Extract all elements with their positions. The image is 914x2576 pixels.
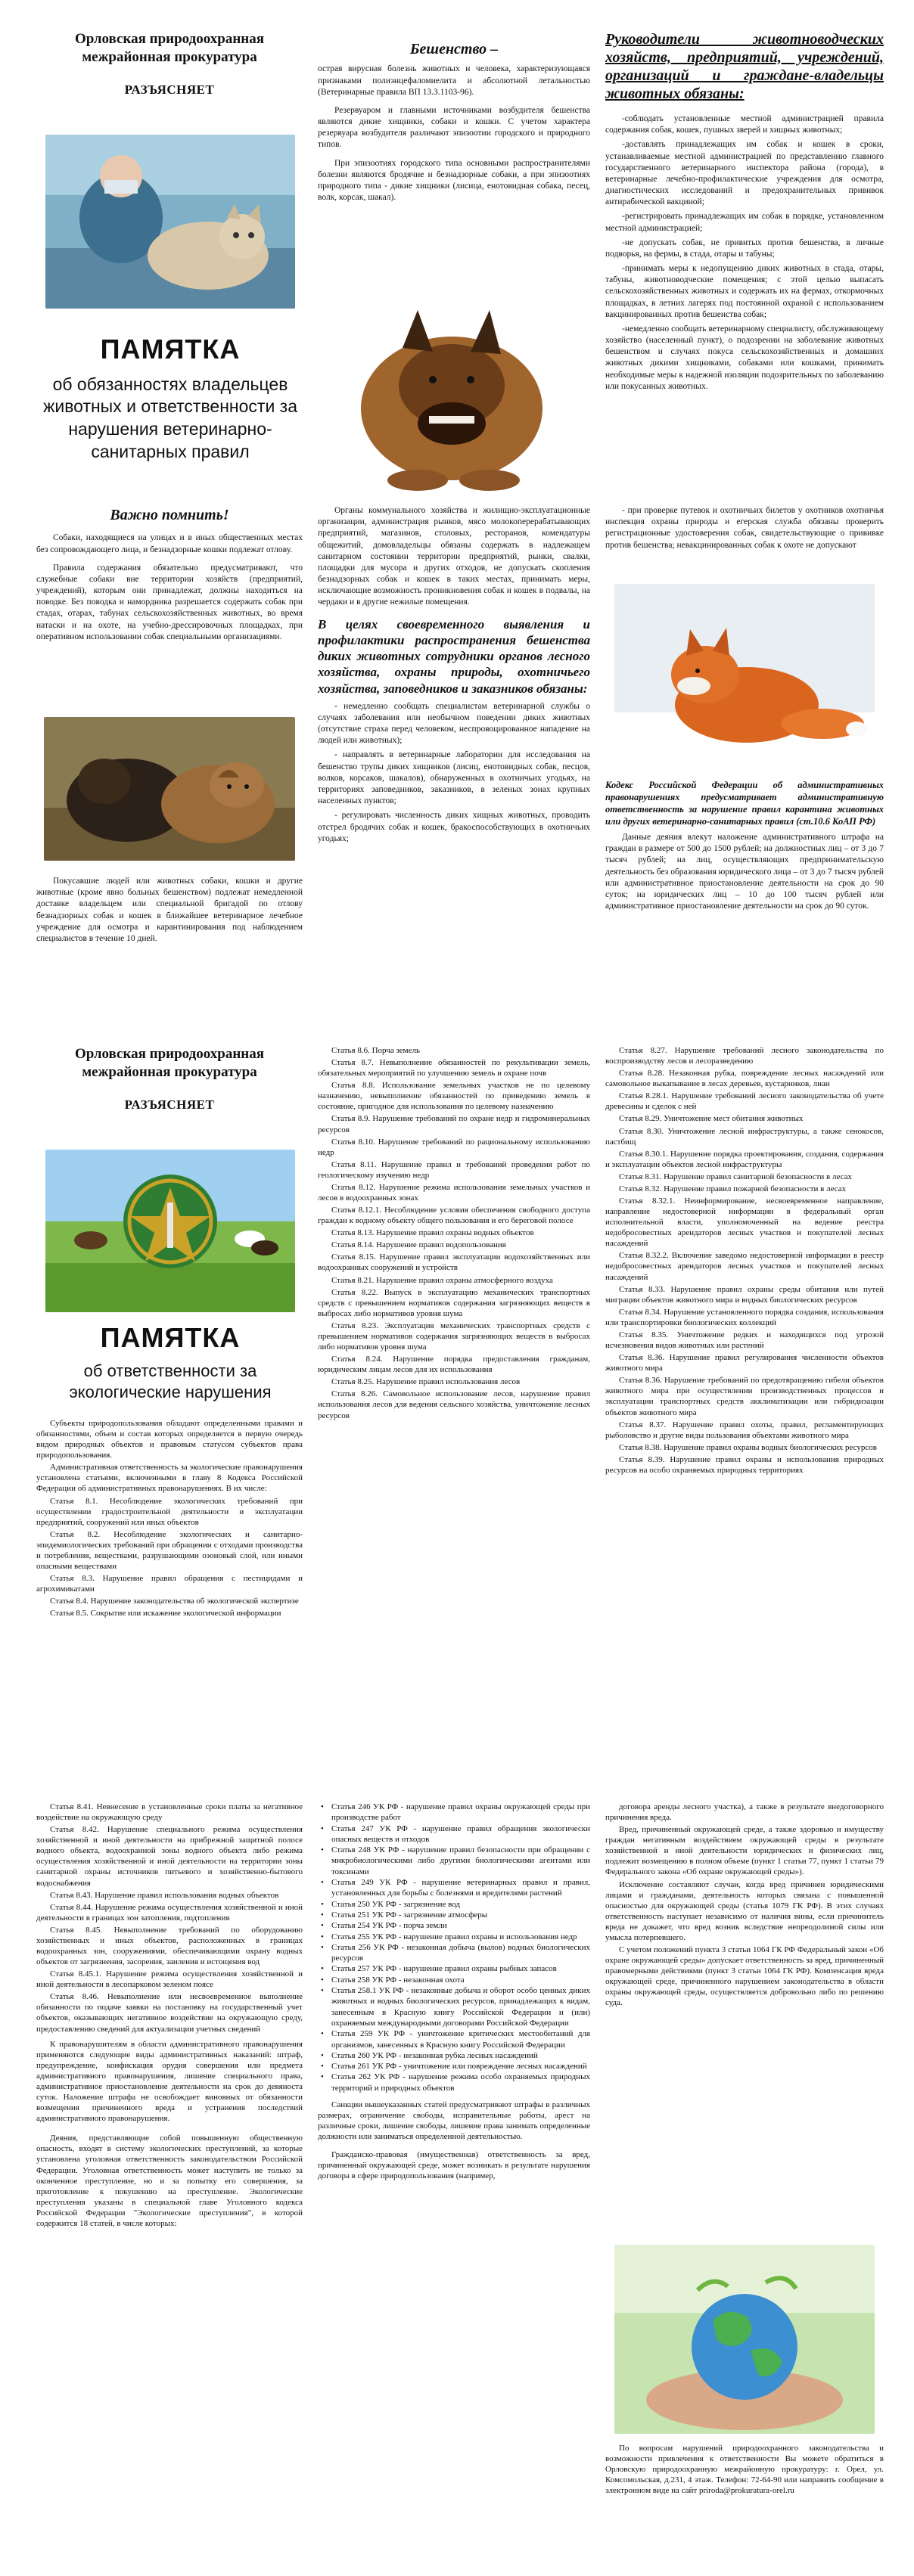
memo-title-2: ПАМЯТКА xyxy=(100,1322,241,1353)
orgs-paragraph: Органы коммунального хозяйства и жилищно-эксплуатационные организации, администрация рынков, мясо молокоперерабатывающих предприятий, магазинов, столовых, ресторанов, комендатуры общежитий, домовладельцы обязаны содержать в надлежащем санитарном состоянии территории предприятий, рынки, свалки, площадки для мусора и других отходов, не допускать скопления безнадзорных собак и кошек в таких местах, принимать меры, исключающие возможность проникновения собак и кошек в подвалы, на чердаки и в другие нежилые помещения. xyxy=(318,506,590,607)
important-p2: Правила содержания обязательно предусматривают, что служебные собаки вне территории хозяйств (предприятий, учреждений), которым они принадлежат, должны находиться на поводке. Без поводка и намордника разрешается содержать собак при стадах, отарах, табунах сельскохозяйственных животных, во время натаски и на охоте, на учебно-дрессировочных площадках, при оперативном использовании собак специальными организациями. xyxy=(36,563,303,641)
important-heading: Важно помнить! xyxy=(110,507,229,523)
s2c3-p5: Статья 8.30.1. Нарушение порядка проектирования, создания, содержания и эксплуатации объектов лесной инфраструктуры xyxy=(605,1149,884,1169)
section2-col1 xyxy=(36,1418,303,1620)
s2c2-p3: Статья 8.9. Нарушение требований по охране недр и гидроминеральных ресурсов xyxy=(318,1114,590,1134)
snarling-dog-photo xyxy=(327,295,581,495)
field-with-cattle-and-prosecutor-emblem xyxy=(45,1150,295,1312)
org-name-2: Орловская природоохранная межрайонная прокуратура xyxy=(74,1046,265,1080)
s2c2-p8: Статья 8.13. Нарушение правил охраны водных объектов xyxy=(331,1228,534,1238)
hunt-block xyxy=(605,505,884,558)
s2c2-p12: Статья 8.22. Выпуск в эксплуатацию механических транспортных средств с превышением нормативов содержания загрязняющих веществ в выбросах либо нормативов уровня шума xyxy=(318,1287,590,1318)
s2c3-p14: Статья 8.36. Нарушение требований по предотвращению гибели объектов животного мира при осуществлении производственных процессов и эксплуатации транспортных средств акклиматизации или гибридизации объектов животного мира xyxy=(605,1376,884,1417)
prevention-item-1: - немедленно сообщать специалистам ветеринарной службы о случаях заболевания или необычном поведении диких животных (отсутствие страха перед человеком, неспровоцированное нападение на людей или животных); xyxy=(318,701,590,746)
uk-item: • Статья 259 УК РФ - уничтожение критических местообитаний для организмов, занесенных в Красную книгу Российской Федерации xyxy=(318,2028,590,2050)
uk-item: • Статья 260 УК РФ - незаконная рубка лесных насаждений xyxy=(318,2050,590,2061)
uk-item: • Статья 255 УК РФ - нарушение правил охраны и использования недр xyxy=(318,1932,590,1942)
section2-header xyxy=(36,1045,303,1113)
s3c1-p3: Статья 8.44. Нарушение режима осуществления хозяйственной и иной деятельности в границах зон затопления, подтопления xyxy=(36,1902,303,1923)
uk-item: • Статья 248 УК РФ - нарушение правил безопасности при обращении с микробиологическими либо другими биологическими агентами или токсинами xyxy=(318,1845,590,1877)
section3-col3 xyxy=(605,1802,884,2010)
koap-block xyxy=(605,779,884,919)
s3c1-p4: Статья 8.45. Невыполнение требований по оборудованию хозяйственных и иных объектов, расположенных в границах водоохранных зон, сооружениями, обеспечивающими охрану водных объектов от загрязнения, засорения, заиления и истощения вод xyxy=(36,1925,303,1967)
s2c2-p9: Статья 8.14. Нарушение правил водопользования xyxy=(331,1240,506,1250)
s2c3-p1: Статья 8.28. Незаконная рубка, повреждение лесных насаждений или самовольное выкапывание в лесах деревьев, кустарников, лиан xyxy=(605,1069,884,1089)
s2c2-p15: Статья 8.25. Нарушение правил использования лесов xyxy=(331,1377,521,1387)
s2c3-p7: Статья 8.32. Нарушение правил пожарной безопасности в лесах xyxy=(619,1184,847,1193)
hunt-paragraph: - при проверке путевок и охотничьих билетов у охотников охотничья инспекция охраны природы и егерская служба обязаны проверить регистрационные удостоверения собак, свидетельствующие о прививке против бешенства; невакцинированных собак к охоте не допускают xyxy=(605,506,884,550)
s2c2-p4: Статья 8.10. Нарушение требований по рациональному использованию недр xyxy=(318,1137,590,1157)
s2c1-p6: Статья 8.5. Сокрытие или искажение экологической информации xyxy=(50,1609,281,1619)
owners-item-5: -принимать меры к недопущению диких животных в стада, отары, табуны, животноводческие помещения; с этой целью выпасать сельскохозяйственных животных и содержать их на фермах, откормочных площадках, в летних лагерях под постоянной охраной с использованием вакцинированных против бешенства собак; xyxy=(605,264,884,319)
contact-paragraph: По вопросам нарушений природоохранного законодательства и возможности привлечения к ответственности Вы можете обратиться в Орловскую природоохранную межрайонную прокуратуру: г. Орел, ул. Комсомольская, д.231, 4 этаж. Телефон: 72-64-90 или направить сообщение в электронном виде на сайт prirodа@prokuratura-orel.ru xyxy=(605,2444,884,2496)
s3c3-p2: Исключение составляют случаи, когда вред причинен юридическими лицами и гражданами, деятельность которых связана с повышенной опасностью для окружающей среды (статья 1079 ГК РФ). В этих случаях ответственность наступает независимо от наличия вины, если причинитель вреда не докажет, что вред возник вследствие непреодолимой силы или умысла потерпевшего. xyxy=(605,1879,884,1942)
s2c3-p15: Статья 8.37. Нарушение правил охоты, правил, регламентирующих рыболовство и другие виды пользования объектами животного мира xyxy=(605,1420,884,1440)
red-fox-in-snow-photo xyxy=(614,584,875,769)
important-block xyxy=(36,505,303,650)
uk-item: • Статья 256 УК РФ - незаконная добыча (вылов) водных биологических ресурсов xyxy=(318,1942,590,1964)
s2c2-p7: Статья 8.12.1. Несоблюдение условия обеспечения свободного доступа граждан к водному объекту общего пользования и его береговой полосе xyxy=(318,1206,590,1226)
uk-item: • Статья 249 УК РФ - нарушение ветеринарных правил и правил, установленных для борьбы с болезнями и вредителями растений xyxy=(318,1877,590,1899)
s3c3-p3: С учетом положений пункта 3 статьи 1064 ГК РФ Федеральный закон «Об охране окружающей среды» допускает ответственность за вред, причиненный правомерными действиями (пункт 3 статьи 1064 ГК РФ). Компенсация вреда окружающей среде, причиненного нарушением законодательства в области охраны окружающей среды, осуществляется добровольно либо по решению суда. xyxy=(605,1945,884,2008)
owners-item-3: -регистрировать принадлежащих им собак в порядке, установленном местной администрацией; xyxy=(605,212,884,233)
memo-subtitle-2: об ответственности за экологические нарушения xyxy=(69,1361,272,1402)
s3c1-p5: Статья 8.45.1. Нарушение режима осуществления хозяйственной и иной деятельности в лесопарковом зеленом поясе xyxy=(36,1969,303,1990)
s2c2-p13: Статья 8.23. Эксплуатация механических транспортных средств с превышением нормативов содержания загрязняющих веществ в выбросах либо нормативов уровня шума xyxy=(318,1321,590,1352)
s2c3-p6: Статья 8.31. Нарушение правил санитарной безопасности в лесах xyxy=(619,1172,853,1181)
owners-heading: Руководители животноводческих хозяйств, предприятий, учреждений, организаций и граждане-владельцы животных обязаны: xyxy=(605,31,884,102)
s2c3-p11: Статья 8.34. Нарушение установленного порядка создания, использования или транспортировки биологических коллекций xyxy=(605,1307,884,1327)
section1-col3 xyxy=(605,30,884,396)
s2c2-p10: Статья 8.15. Нарушение правил эксплуатации водохозяйственных или водоохранных сооружений и устройств xyxy=(318,1252,590,1273)
owners-item-1: -соблюдать установленные местной администрацией правила содержания собак, кошек, пушных зверей и хищных животных; xyxy=(605,114,884,135)
uk-item: • Статья 246 УК РФ - нарушение правил охраны окружающей среды при производстве работ xyxy=(318,1802,590,1823)
s2c2-p5: Статья 8.11. Нарушение правил и требований проведения работ по геологическому изучению недр xyxy=(318,1159,590,1180)
koap-heading: Кодекс Российской Федерации об административных правонарушениях предусматривает административную ответственность за нарушение правил карантина животных или других ветеринарно-санитарных правил (ст.10.6 КоАП РФ) xyxy=(605,780,884,827)
uk-item: • Статья 261 УК РФ - уничтожение или повреждение лесных насаждений xyxy=(318,2061,590,2072)
uk-item: • Статья 257 УК РФ - нарушение правил охраны рыбных запасов xyxy=(318,1963,590,1974)
s3c1-p2: Статья 8.43. Нарушение правил использования водных объектов xyxy=(50,1890,279,1900)
s2c3-p4: Статья 8.30. Уничтожение лесной инфраструктуры, а также сенокосов, пастбищ xyxy=(605,1126,884,1147)
section1-col1 xyxy=(36,30,303,98)
orgs-block xyxy=(318,505,590,848)
s2c2-p14: Статья 8.24. Нарушение порядка предоставления гражданам, юридическим лицам лесов для их использования xyxy=(318,1355,590,1375)
s3c1-p8: Деяния, представляющие собой повышенную общественную опасность, входят в систему экологических преступлений, за которые установлена уголовная ответственность законодательством Российской Федерации. Уголовная ответственность может наступить не только за оконченное преступление, но и за попытку его совершения, за приготовление к покушению на преступление. Экологические преступления указаны в специальной главе Уголовного кодекса Российской Федерации "Экологические преступления", в которой содержится 18 статей, в числе которых: xyxy=(36,2134,303,2228)
s2c1-p5: Статья 8.4. Нарушение законодательства об экологической экспертизе xyxy=(50,1597,299,1606)
uk-item: • Статья 258.1 УК РФ - незаконные добыча и оборот особо ценных диких животных и водных биологических ресурсов, принадлежащих к видам, занесенным в Красную книгу Российской Федерации и (или) охраняемым международными договорами Российской Федерации xyxy=(318,1985,590,2028)
s3c1-p0: Статья 8.41. Невнесение в установленные сроки платы за негативное воздействие на окружающую среду xyxy=(36,1802,303,1823)
memo-block-2 xyxy=(30,1320,310,1404)
contact-block xyxy=(605,2443,884,2497)
memo-title: ПАМЯТКА xyxy=(100,334,241,365)
s3c1-p6: Статья 8.46. Невыполнение или несвоевременное выполнение обязанности по подаче заявки на постановку на государственный учет объектов, оказывающих негативное воздействие на окружающую среду, предоставлению сведений для актуализации учетных сведений xyxy=(36,1992,303,2034)
bite-block xyxy=(36,876,303,951)
prevention-item-3: - регулировать численность диких хищных животных, проводить отстрел бродячих собак и кошек, бракоспособствующих в охотничьих угодьях; xyxy=(318,811,590,843)
explains-label: РАЗЪЯСНЯЕТ xyxy=(124,82,215,97)
section3-col1 xyxy=(36,1802,303,2230)
s2c3-p3: Статья 8.29. Уничтожение мест обитания животных xyxy=(619,1114,804,1124)
s2c1-p0: Субъекты природопользования обладают определенными правами и обязанностями, объем и состав которых определяется в первую очередь видом природных объектов и правовым статусом субъектов права природопользования. xyxy=(36,1419,303,1460)
rabies-p2: Резервуаром и главными источниками возбудителя бешенства являются дикие хищники, собаки и кошки. С учетом характера резервуара возбудителя различают эпизоотии городского и природного типов. xyxy=(318,105,590,150)
s2c1-p2: Статья 8.1. Несоблюдение экологических требований при осуществлении градостроительной деятельности и эксплуатации предприятий, сооружений или иных объектов xyxy=(36,1496,303,1527)
s3c1-p1: Статья 8.42. Нарушение специального режима осуществления хозяйственной и иной деятельности на прибрежной защитной полосе водного объекта, водоохранной зоны водного объекта либо режима осуществления хозяйственной и иной деятельности на территории зоны санитарной охраны источников питьевого и хозяйственно-бытового водоснабжения xyxy=(36,1825,303,1888)
civil-liability-paragraph: Гражданско-правовая (имущественная) ответственность за вред, причиненный окружающей среде, может возникать в результате нарушения договора в сфере природопользования (например, xyxy=(318,2150,590,2181)
uk-item: • Статья 247 УК РФ - нарушение правил обращения экологически опасных веществ и отходов xyxy=(318,1823,590,1845)
uk-articles-list xyxy=(318,1802,590,2093)
section2-col2 xyxy=(318,1045,590,1423)
s2c3-p12: Статья 8.35. Уничтожение редких и находящихся под угрозой исчезновения видов животных или растений xyxy=(605,1330,884,1351)
s3c3-p1: Вред, причиненный окружающей среде, а также здоровью и имуществу граждан негативным воздействием окружающей среды в результате хозяйственной и иной деятельности юридических и физических лиц, подлежит возмещению в полном объеме (пункт 1 статьи 77, пункт 1 статьи 79 Федерального закона «Об охране окружающей среды»). xyxy=(605,1825,884,1877)
org-name: Орловская природоохранная межрайонная прокуратура xyxy=(74,31,265,65)
s2c2-p6: Статья 8.12. Нарушение режима использования земельных участков и лесов в водоохранных зонах xyxy=(318,1182,590,1203)
hands-holding-globe-photo xyxy=(614,2245,875,2434)
memo-block-1 xyxy=(30,331,310,464)
s2c2-p16: Статья 8.26. Самовольное использование лесов, нарушение правил использования лесов для ведения сельского хозяйства, уничтожение лесных ресурсов xyxy=(318,1389,590,1420)
s2c3-p0: Статья 8.27. Нарушение требований лесного законодательства по воспроизводству лесов и лесоразведению xyxy=(605,1046,884,1066)
owners-item-2: -доставлять принадлежащих им собак и кошек в сроки, устанавливаемые местной администрацией по представлению главного государственного ветеринарного инспектора района (города), в ветеринарные лечебно-профилактические учреждения для осмотра, диагностических исследований и предохранительных прививок антирабической вакциной; xyxy=(605,140,884,207)
section2-col3 xyxy=(605,1045,884,1477)
uk-item: • Статья 254 УК РФ - порча земли xyxy=(318,1920,590,1931)
s2c3-p9: Статья 8.32.2. Включение заведомо недостоверной информации в реестр недобросовестных арендаторов лесных участков и покупателей лесных насаждений xyxy=(605,1251,884,1282)
uk-item: • Статья 258 УК РФ - незаконная охота xyxy=(318,1975,590,1985)
rabies-heading: Бешенство – xyxy=(409,41,499,57)
owners-item-4: -не допускать собак, не привитых против бешенства, в личные подворья, на фермы, в стада, отары и табуны; xyxy=(605,237,884,259)
s2c3-p10: Статья 8.33. Нарушение правил охраны среды обитания или путей миграции объектов животного мира и водных биологических ресурсов xyxy=(605,1284,884,1305)
uk-item: • Статья 251 УК РФ - загрязнение атмосферы xyxy=(318,1910,590,1920)
s2c1-p1: Административная ответственность за экологические правонарушения установлена статьями, включенными в главу 8 Кодекса Российской Федерации об административных правонарушениях. В их числе: xyxy=(36,1463,303,1494)
rabies-p3: При эпизоотиях городского типа основными распространителями болезни являются бродячие и безнадзорные собаки, а при эпизоотиях природного типа - дикие хищники (лисица, енотовидная собака, песец, волк, корсак, шакал). xyxy=(318,158,590,203)
section1-col2 xyxy=(318,39,590,210)
two-dogs-photo xyxy=(44,717,295,861)
koap-paragraph: Данные деяния влекут наложение административного штрафа на граждан в размере от 500 до 1500 рублей; на должностных лиц – от 3 до 7 тысяч рублей; на лиц, осуществляющих предпринимательскую деятельность без образования юридического лица – от 3 до 7 тысяч рублей или административное приостановление деятельности на срок до 90 суток; на юридических лиц – 10 до 100 тысяч рублей или административное приостановление деятельности на срок до 90 суток. xyxy=(605,833,884,911)
s2c3-p13: Статья 8.36. Нарушение правил регулирования численности объектов животного мира xyxy=(605,1353,884,1373)
rabies-p1: острая вирусная болезнь животных и человека, характеризующаяся признаками полиэнцефаломиелита и абсолютной летальностью (Ветеринарные правила ВП 13.3.1103-96). xyxy=(318,64,590,97)
memo-subtitle: об обязанностях владельцев животных и ответственности за нарушения ветеринарно-санитарных правил xyxy=(42,374,298,462)
s2c2-p1: Статья 8.7. Невыполнение обязанностей по рекультивации земель, обязательных мероприятий по улучшению земель и охране почв xyxy=(318,1058,590,1079)
s2c1-p4: Статья 8.3. Нарушение правил обращения с пестицидами и агрохимикатами xyxy=(36,1574,303,1594)
bite-paragraph: Покусавшие людей или животных собаки, кошки и другие животные (кроме явно больных бешенством) подлежат немедленной доставке владельцем или специальной бригадой по отлову безнадзорных собак и кошек в ближайшее ветеринарное лечебное учреждение для осмотра и карантинирования под наблюдением специалистов в течение 10 дней. xyxy=(36,877,303,943)
s3c1-p7: К правонарушителям в области административного правонарушения применяются следующие виды административных наказаний: штраф, предупреждение, конфискация орудия совершения или предмета административного правонарушения, лишение специального права, административное приостановление деятельности на срок до девяноста суток. Наложение штрафа не освобождает виновных от обязанности возмещения причиненного вреда и устранения последствий административного правонарушения. xyxy=(36,2039,303,2124)
s2c2-p11: Статья 8.21. Нарушение правил охраны атмосферного воздуха xyxy=(331,1275,553,1285)
important-p1: Собаки, находящиеся на улицах и в иных общественных местах без сопровождающего лица, и безнадзорные кошки подлежат отлову. xyxy=(36,533,303,554)
explains-label-2: РАЗЪЯСНЯЕТ xyxy=(124,1097,215,1112)
s2c2-p2: Статья 8.8. Использование земельных участков не по целевому назначению, невыполнение обязанностей по приведению земель в состояние, пригодное для использования по целевому назначению xyxy=(318,1081,590,1112)
s2c3-p16: Статья 8.38. Нарушение правил охраны водных биологических ресурсов xyxy=(619,1442,877,1452)
owners-item-6: -немедленно сообщать ветеринарному специалисту, обслуживающему хозяйство (населенный пункт), о подозрении на заболевание животных бешенством и случаях покуса сельскохозяйственных и домашних животных дикими хищниками, собаками или кошками, принимать необходимые меры к надежной изоляции подозрительных по заболеванию или покусанных животных. xyxy=(605,324,884,391)
s2c3-p2: Статья 8.28.1. Нарушение требований лесного законодательства об учете древесины и сделок с ней xyxy=(605,1091,884,1112)
s3c3-p0: договора аренды лесного участка), а также в результате внедоговорного причинения вреда. xyxy=(605,1802,884,1823)
section3-col2 xyxy=(318,1802,590,2183)
vet-examining-cat-photo xyxy=(45,135,295,309)
s2c2-p0: Статья 8.6. Порча земель xyxy=(331,1046,421,1055)
s2c3-p17: Статья 8.39. Нарушение правил охраны и использования природных ресурсов на особо охраняемых природных территориях xyxy=(605,1454,884,1475)
s2c1-p3: Статья 8.2. Несоблюдение экологических и санитарно-эпидемиологических требований при обращении с отходами производства и потребления, веществами, разрушающими озоновый слой, или иными опасными веществами xyxy=(36,1529,303,1572)
uk-item: • Статья 250 УК РФ - загрязнение вод xyxy=(318,1899,590,1910)
prevention-item-2: - направлять в ветеринарные лаборатории для исследования на бешенство трупы диких хищников (лисиц, енотовидных собак, песцов, волков, корсаков, шакалов), обнаруженных в охотничьих угодьях, на территориях заповедников, заказников, в зеленых зонах крупных населенных пунктов; xyxy=(318,750,590,806)
prevention-heading: В целях своевременного выявления и профилактики распространения бешенства диких животных сотрудники органов лесного хозяйства, охраны природы, охотничьего хозяйства, заповедников и заказников обязаны: xyxy=(318,616,590,696)
s2c3-p8: Статья 8.32.1. Неинформирование, несвоевременное направление, направление недостоверной информации в федеральный орган исполнительной власти, уполномоченный на ведение реестра недобросовестных арендаторов лесных участков и покупателей лесных насаждений xyxy=(605,1196,884,1249)
sanctions-paragraph: Санкции вышеуказанных статей предусматривают штрафы в различных размерах, ограничение свободы, исправительные работы, арест на различные сроки, лишение свободы, лишение права занимать определенные должности или заниматься определенной деятельностью. xyxy=(318,2100,590,2142)
uk-item: • Статья 262 УК РФ - нарушение режима особо охраняемых природных территорий и природных объектов xyxy=(318,2072,590,2093)
